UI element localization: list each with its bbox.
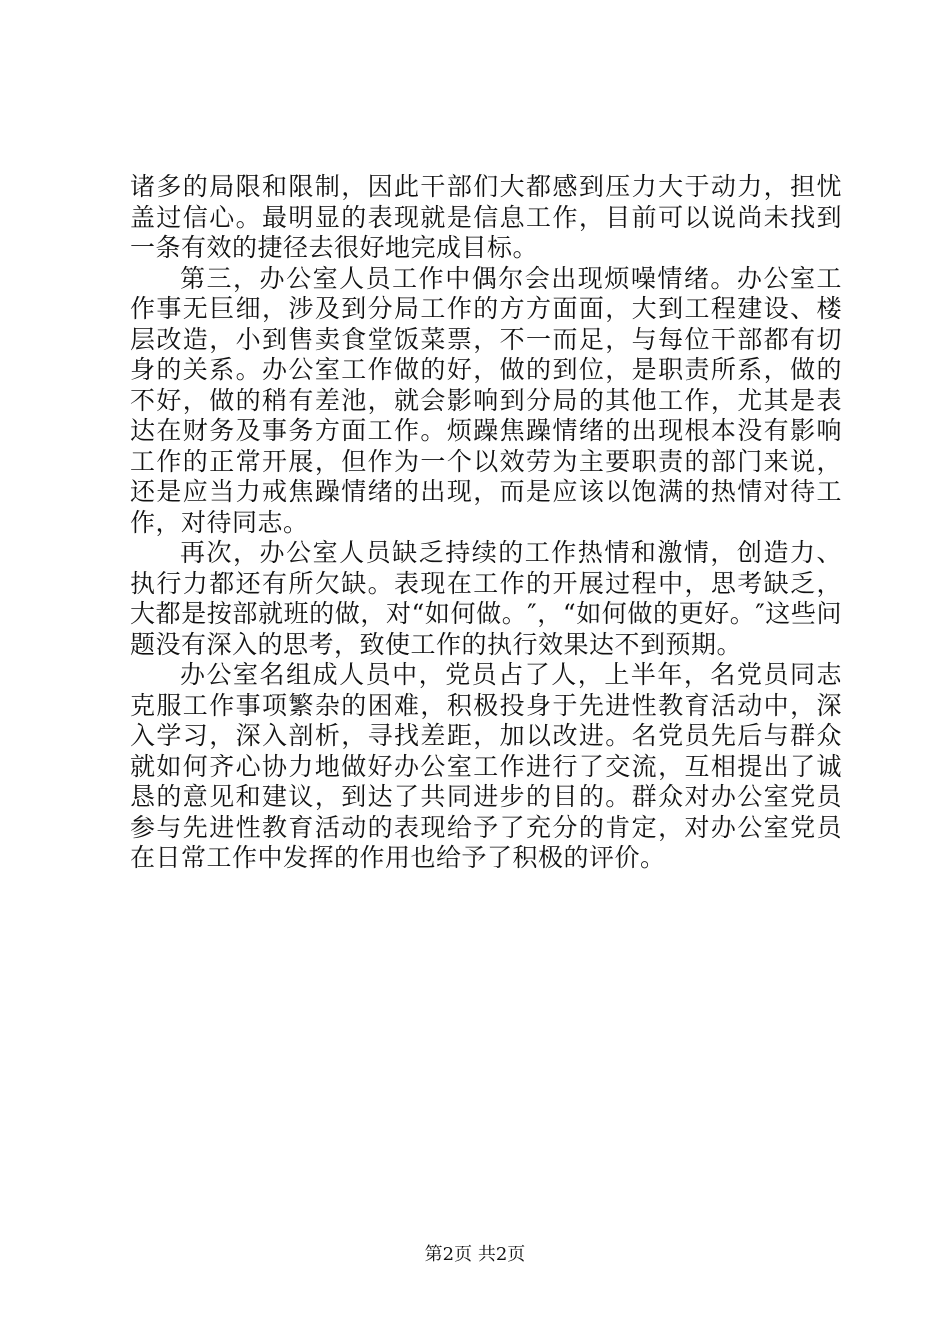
paragraph-party-members: 办公室名组成人员中，党员占了人，上半年，名党员同志克服工作事项繁杂的困难，积极投身于先进性教育活动中，深入学习，深入剖析，寻找差距，加以改进。名党员先后与群众就如何齐心协力地做好办公室工作进行了交流，互相提出了诚恳的意见和建议，到达了共同进步的目的。群众对办公室党员参与先进性教育活动的表现给予了充分的肯定，对办公室党员在日常工作中发挥的作用也给予了积极的评价。 bbox=[130, 660, 842, 872]
paragraph-again-point: 再次，办公室人员缺乏持续的工作热情和激情，创造力、执行力都还有所欠缺。表现在工作的开展过程中，思考缺乏，大都是按部就班的做，对“如何做。″，“如何做的更好。″这些问题没有深入的思考，致使工作的执行效果达不到预期。 bbox=[130, 538, 842, 659]
document-body bbox=[130, 172, 842, 874]
paragraph-continuation: 诸多的局限和限制，因此干部们大都感到压力大于动力，担忧盖过信心。最明显的表现就是信息工作，目前可以说尚未找到一条有效的捷径去很好地完成目标。 bbox=[130, 172, 842, 262]
paragraph-third-point: 第三，办公室人员工作中偶尔会出现烦噪情绪。办公室工作事无巨细，涉及到分局工作的方方面面，大到工程建设、楼层改造，小到售卖食堂饭菜票，不一而足，与每位干部都有切身的关系。办公室工作做的好，做的到位，是职责所系，做的不好，做的稍有差池，就会影响到分局的其他工作，尤其是表达在财务及事务方面工作。烦躁焦躁情绪的出现根本没有影响工作的正常开展，但作为一个以效劳为主要职责的部门来说，还是应当力戒焦躁情绪的出现，而是应该以饱满的热情对待工作，对待同志。 bbox=[130, 263, 842, 537]
page-number-footer: 第2页 共2页 bbox=[424, 1244, 526, 1265]
